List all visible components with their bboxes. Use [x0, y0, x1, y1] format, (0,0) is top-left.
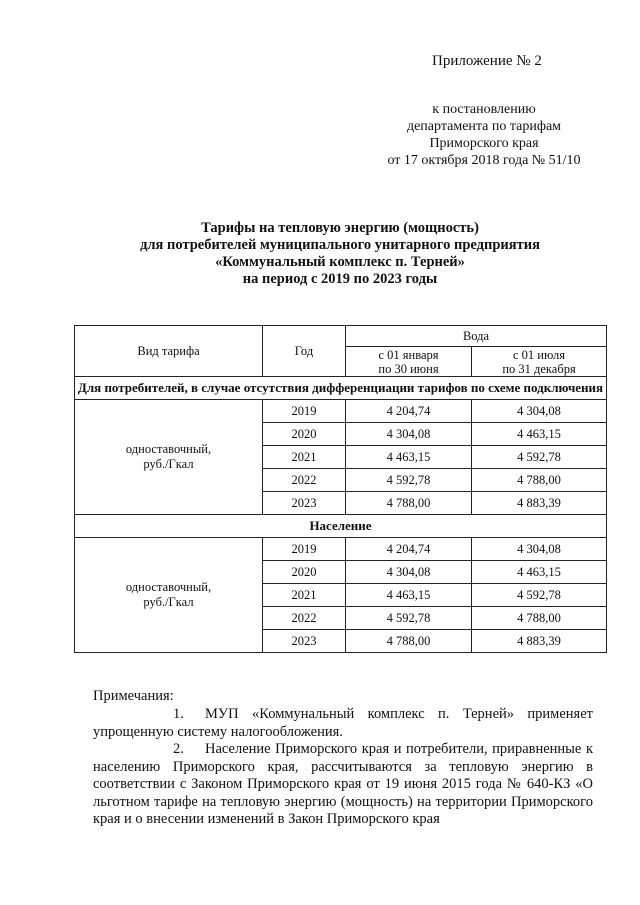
table-row — [75, 538, 607, 561]
period-1-value: 4 592,78 — [346, 469, 472, 492]
year-cell: 2023 — [263, 492, 346, 515]
period-2-value: 4 304,08 — [472, 538, 607, 561]
period-2-value: 4 592,78 — [472, 446, 607, 469]
header-year: Год — [263, 326, 346, 377]
period-2-value: 4 592,78 — [472, 584, 607, 607]
table-row — [75, 400, 607, 423]
period-2-line: по 31 декабря — [502, 361, 576, 376]
note-number: 2. — [173, 741, 184, 757]
tariff-type-label: одноставочный, — [125, 580, 212, 594]
header-water: Вода — [346, 326, 607, 347]
year-cell: 2022 — [263, 469, 346, 492]
year-cell: 2020 — [263, 423, 346, 446]
appendix-number: Приложение № 2 — [432, 53, 542, 69]
period-2-value: 4 788,00 — [472, 607, 607, 630]
note-number: 1. — [173, 706, 184, 722]
year-cell: 2023 — [263, 630, 346, 653]
period-1-value: 4 304,08 — [346, 561, 472, 584]
document-title — [70, 220, 610, 288]
title-line: «Коммунальный комплекс п. Терней» — [215, 254, 465, 270]
tariff-unit-label: руб./Гкал — [143, 595, 194, 609]
note-text: МУП «Коммунальный комплекс п. Терней» применяет упрощенную систему налогообложения. — [93, 706, 593, 740]
title-line: Тарифы на тепловую энергию (мощность) — [201, 220, 479, 236]
period-1-value: 4 463,15 — [346, 446, 472, 469]
year-cell: 2019 — [263, 400, 346, 423]
period-1-line: с 01 января — [378, 347, 439, 362]
year-cell: 2020 — [263, 561, 346, 584]
title-line: на период с 2019 по 2023 годы — [242, 271, 438, 287]
tariff-type-cell — [75, 400, 263, 515]
reference-line: к постановлению — [432, 102, 536, 117]
period-2-value: 4 304,08 — [472, 400, 607, 423]
period-1-line: по 30 июня — [378, 361, 439, 376]
year-cell: 2021 — [263, 446, 346, 469]
period-1-value: 4 592,78 — [346, 607, 472, 630]
year-cell: 2021 — [263, 584, 346, 607]
header-tariff-type: Вид тарифа — [75, 326, 263, 377]
resolution-reference — [380, 101, 588, 169]
header-period-1 — [346, 347, 472, 377]
title-line: для потребителей муниципального унитарного предприятия — [140, 237, 540, 253]
reference-line: Приморского края — [429, 136, 539, 151]
period-1-value: 4 463,15 — [346, 584, 472, 607]
tariff-type-label: одноставочный, — [125, 442, 212, 456]
tariff-unit-label: руб./Гкал — [143, 457, 194, 471]
year-cell: 2019 — [263, 538, 346, 561]
tariff-table — [74, 325, 607, 653]
tariff-type-cell — [75, 538, 263, 653]
note-text: Население Приморского края и потребители, приравненные к населению Приморского края, рассчитываются за тепловую энергию в соответствии с Законом Приморского края от 19 июня 2015 года № 640-КЗ «О льготном тарифе на тепловую энергию (мощность) на территории Приморского края и о внесении изменений в Закон Приморского края — [93, 741, 593, 827]
period-1-value: 4 788,00 — [346, 630, 472, 653]
period-2-line: с 01 июля — [513, 347, 566, 362]
period-2-value: 4 463,15 — [472, 561, 607, 584]
year-cell: 2022 — [263, 607, 346, 630]
period-2-value: 4 788,00 — [472, 469, 607, 492]
header-period-2 — [472, 347, 607, 377]
period-1-value: 4 204,74 — [346, 400, 472, 423]
reference-line: от 17 октября 2018 года № 51/10 — [387, 153, 581, 168]
period-1-value: 4 788,00 — [346, 492, 472, 515]
period-2-value: 4 463,15 — [472, 423, 607, 446]
period-1-value: 4 304,08 — [346, 423, 472, 446]
section-header-consumers: Для потребителей, в случае отсутствия дифференциации тарифов по схеме подключения — [75, 377, 607, 400]
period-2-value: 4 883,39 — [472, 492, 607, 515]
reference-line: департамента по тарифам — [406, 119, 562, 134]
period-2-value: 4 883,39 — [472, 630, 607, 653]
period-1-value: 4 204,74 — [346, 538, 472, 561]
section-header-population: Население — [75, 515, 607, 538]
notes-title: Примечания: — [93, 688, 174, 704]
note-item-1 — [93, 706, 593, 741]
note-item-2 — [93, 741, 593, 829]
